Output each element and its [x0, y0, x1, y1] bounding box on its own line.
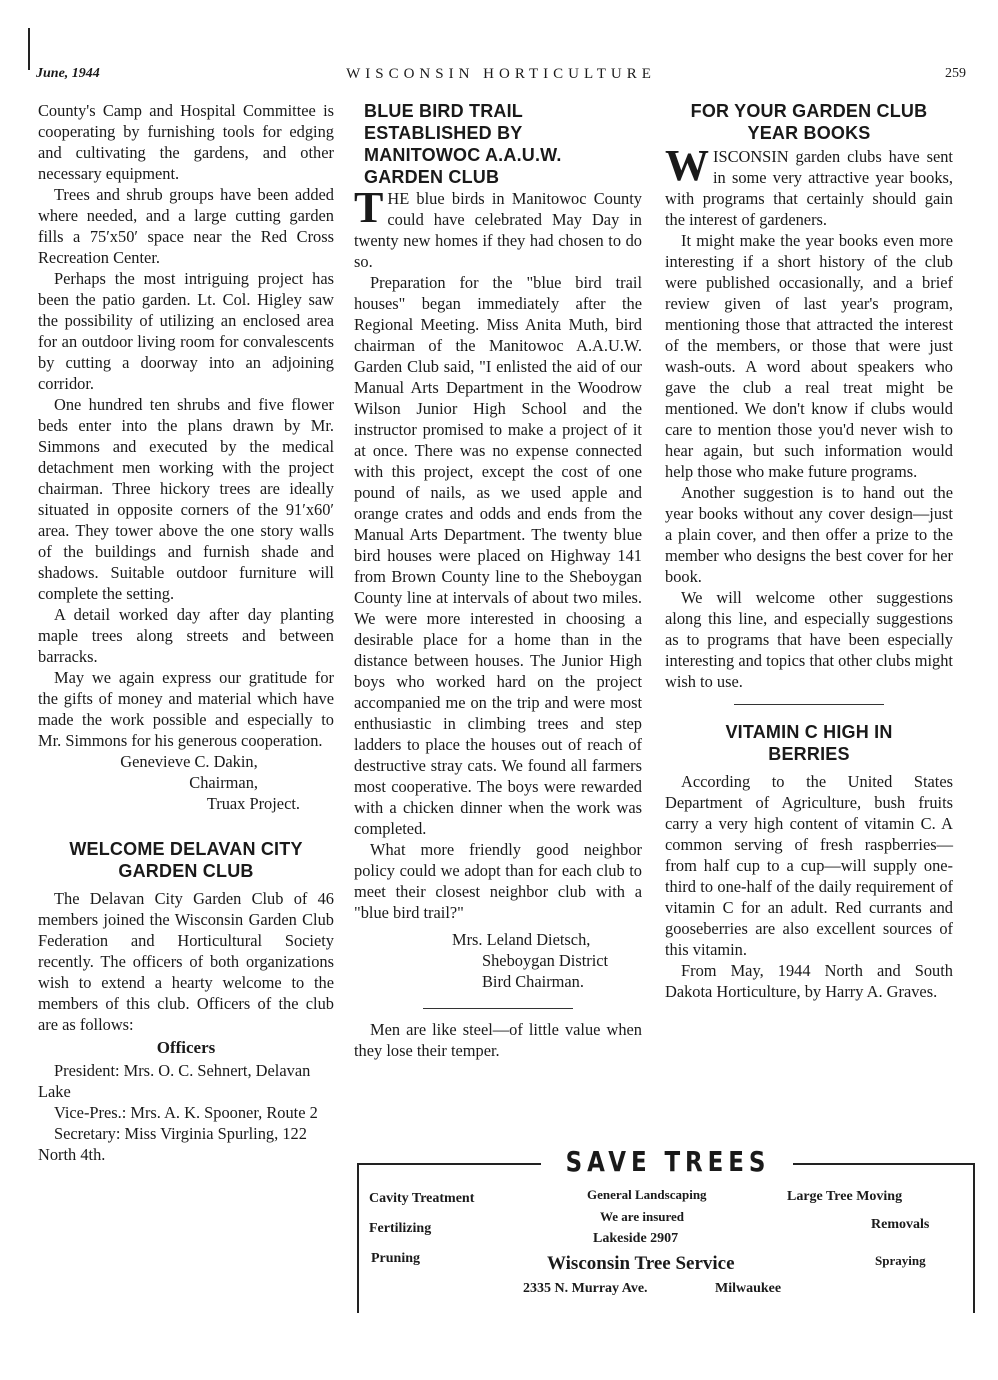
running-header — [36, 66, 966, 86]
ad-city: Milwaukee — [715, 1281, 782, 1296]
ad-phone: Lakeside 2907 — [593, 1231, 679, 1246]
bluebird-paragraph-1-text: HE blue birds in Manitowoc County could have celebrated May Day in twenty new homes if they had chosen to do so. — [354, 189, 642, 271]
signature-name: Genevieve C. Dakin, — [120, 752, 258, 771]
officers-heading: Officers — [156, 1038, 216, 1057]
yearbook-paragraph-2: It might make the year books even more interesting if a short history of the club were published occasionally, and a brief review given of last year's program, mentioning those that attracted the interest of the members, or those that were just wash-outs. A word about speakers who gave the club a real treat might be mentioned. We don't know if clubs would care to mention those you'd never wish to hear again, but such information would help those who make future programs. — [665, 231, 953, 481]
yearbook-paragraph-1-text: ISCONSIN garden clubs have sent in some very attractive year books, with programs that certainly should gain the interest of gardeners. — [665, 147, 953, 229]
ad-border-right — [973, 1163, 975, 1313]
header-date: June, 1944 — [36, 66, 100, 81]
divider-rule — [423, 1008, 573, 1009]
officer-president: President: Mrs. O. C. Sehnert, Delavan Lake — [38, 1061, 311, 1101]
column-right — [665, 100, 953, 1002]
column-middle — [354, 100, 642, 1061]
truax-signature — [38, 751, 334, 814]
truax-paragraph-4: One hundred ten shrubs and five flower beds enter into the plans drawn by Mr. Simmons and executed by the medical detachment men working with the project chairman. Three hickory trees are ideally situated in opposite corners of the 91′x60′ area. They tower above the one story walls of the buildings and furnish shade and shadows. Suitable outdoor furniture will complete the setting. — [38, 395, 334, 603]
truax-paragraph-6: May we again express our gratitude for the gifts of money and material which have made the work possible and especially to Mr. Simmons for his generous cooperation. — [38, 668, 334, 750]
ad-insured: We are insured — [600, 1209, 685, 1224]
bluebird-signature — [354, 929, 642, 992]
header-journal-title: WISCONSIN HORTICULTURE — [346, 66, 656, 82]
ad-border-top-right — [793, 1163, 975, 1165]
margin-rule — [28, 28, 30, 70]
ad-general-landscaping: General Landscaping — [587, 1187, 707, 1202]
divider-rule — [734, 704, 884, 705]
delavan-headline: WELCOME DELAVAN CITY GARDEN CLUB — [69, 839, 303, 881]
ad-company-name: Wisconsin Tree Service — [547, 1253, 735, 1274]
filler-quote: Men are like steel—of little value when they lose their temper. — [354, 1020, 642, 1060]
signature-name: Mrs. Leland Dietsch, — [452, 930, 591, 949]
yearbook-paragraph-3: Another suggestion is to hand out the year books without any cover design—just a plain cover, and then offer a prize to the member who designs the best cover for her book. — [665, 483, 953, 586]
dropcap-letter: W — [665, 141, 709, 190]
ad-cavity-treatment: Cavity Treatment — [369, 1191, 475, 1206]
dropcap-letter: T — [354, 183, 384, 232]
vitamin-paragraph-1: According to the United States Department of Agriculture, bush fruits carry a very high content of vitamin C. A common serving of fresh raspberries—from half cup to a cup—will supply one-third to one-half of the daily requirement of vitamin C for an adult. Red currants and gooseberries are also excellent sources of this vitamin. — [665, 772, 953, 959]
ad-border-top-left — [357, 1163, 541, 1165]
delavan-paragraph: The Delavan City Garden Club of 46 members joined the Wisconsin Garden Club Federation and Horticultural Society recently. The officers of both organizations wish to extend a hearty welcome to the members of this club. Officers of the club are as follows: — [38, 889, 334, 1034]
yearbook-paragraph-1 — [665, 141, 953, 230]
ad-removals: Removals — [871, 1217, 930, 1232]
truax-paragraph-5: A detail worked day after day planting maple trees along streets and between barracks. — [38, 605, 334, 666]
header-page-number: 259 — [945, 66, 966, 81]
truax-paragraph-2: Trees and shrub groups have been added where needed, and a large cutting garden fills a 75′x50′ space near the Red Cross Recreation Center. — [38, 185, 334, 267]
ad-pruning: Pruning — [371, 1251, 421, 1266]
column-left — [38, 100, 334, 1165]
ad-large-tree-moving: Large Tree Moving — [787, 1189, 903, 1204]
save-trees-advertisement — [357, 1145, 975, 1317]
yearbook-headline: FOR YOUR GARDEN CLUB YEAR BOOKS — [690, 101, 928, 143]
signature-project: Truax Project. — [206, 794, 300, 813]
yearbook-paragraph-4: We will welcome other suggestions along this line, and especially suggestions as to programs that have been especially interesting and topics that other clubs might wish to use. — [665, 588, 953, 691]
bluebird-paragraph-3: What more friendly good neighbor policy could we adopt than for each club to meet their closest neighbor club with a "blue bird trail?" — [354, 840, 642, 922]
ad-border-left — [357, 1163, 359, 1313]
officer-vice-president: Vice-Pres.: Mrs. A. K. Spooner, Route 2 — [54, 1103, 318, 1122]
bluebird-paragraph-2: Preparation for the "blue bird trail houses" began immediately after the Regional Meeting. Miss Anita Muth, bird chairman of the Manitowoc A.A.U.W. Garden Club said, "I enlisted the aid of our Manual Arts Department in the Woodrow Wilson Junior High School and the instructor promised to make a project of it at once. There was no expense connected with this project, except the cost of one pound of nails, as we used apple and orange crates and odds and ends from the Manual Arts Department. The twenty blue bird houses were placed on Highway 141 from Brown County line to the Sheboygan County line at intervals of about two miles. We were more interested in choosing a desirable place for a home than in the distance between houses. The Junior High boys who worked hard on the project accompanied me on the trip and were most enthusiastic in climbing trees and step ladders to place the houses out of reach of destructive stray cats. We found all farmers most cooperative. The boys were rewarded with a chicken dinner when the work was completed. — [354, 273, 642, 838]
vitamin-headline: VITAMIN C HIGH IN BERRIES — [725, 722, 893, 764]
ad-fertilizing: Fertilizing — [369, 1221, 432, 1236]
signature-district: Sheboygan District — [482, 951, 609, 970]
ad-address: 2335 N. Murray Ave. — [523, 1281, 648, 1296]
vitamin-source: From May, 1944 North and South Dakota Horticulture, by Harry A. Graves. — [665, 961, 953, 1001]
officer-secretary: Secretary: Miss Virginia Spurling, 122 North 4th. — [38, 1124, 307, 1164]
bluebird-paragraph-1 — [354, 183, 642, 272]
ad-title: SAVE TREES — [565, 1145, 771, 1178]
signature-role: Bird Chairman. — [482, 972, 584, 991]
signature-role: Chairman, — [189, 773, 258, 792]
bluebird-headline: BLUE BIRD TRAIL ESTABLISHED BY MANITOWOC A.A.U.W. GARDEN CLUB — [364, 101, 562, 187]
truax-paragraph-3: Perhaps the most intriguing project has been the patio garden. Lt. Col. Higley saw the possibility of utilizing an enclosed area for an outdoor living room for convalescents by cutting a doorway into an adjoining corridor. — [38, 269, 334, 393]
ad-spraying: Spraying — [875, 1253, 926, 1268]
truax-paragraph-1: County's Camp and Hospital Committee is cooperating by furnishing tools for edging and cultivating the gardens, and other necessary equipment. — [38, 101, 334, 183]
